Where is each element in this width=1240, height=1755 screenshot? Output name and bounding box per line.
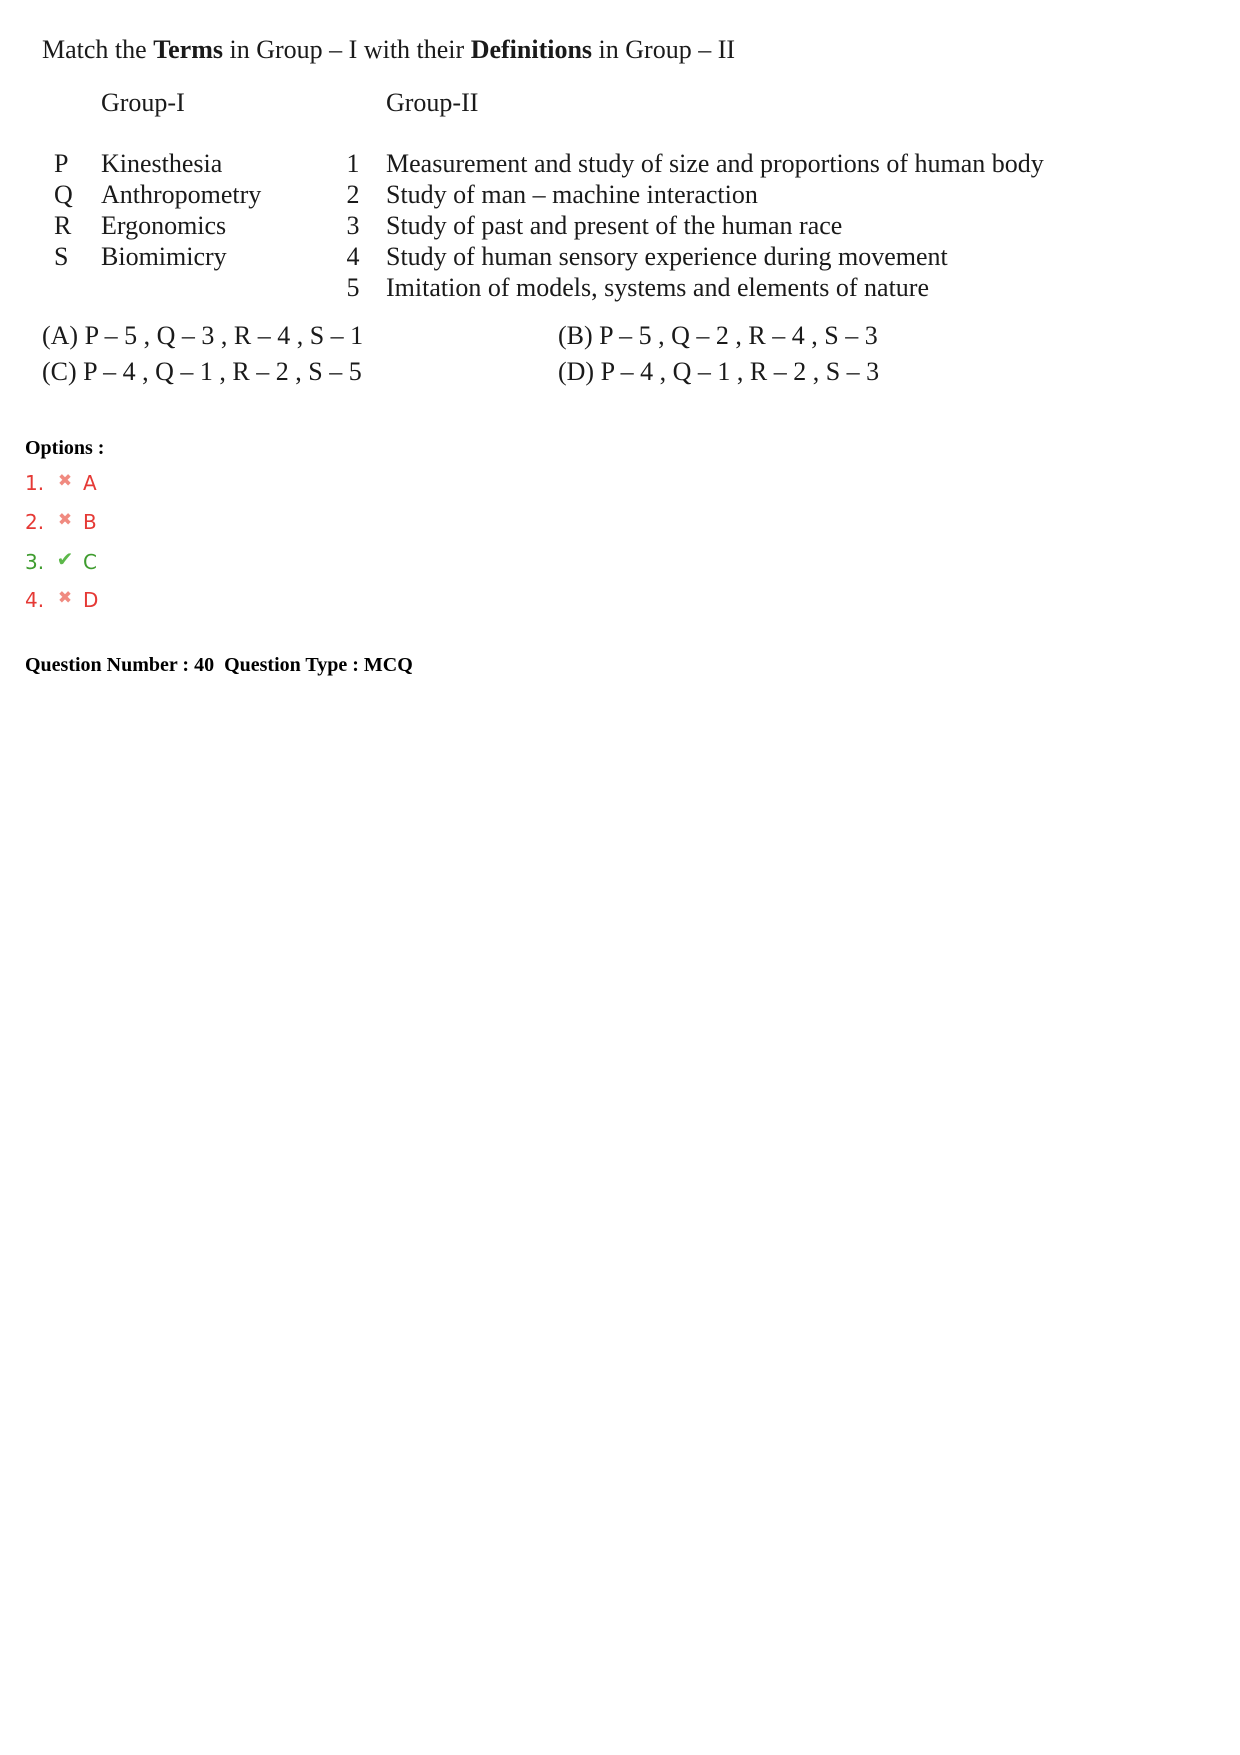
question-stem: [42, 28, 1082, 72]
definition-text: Study of human sensory experience during movement: [386, 242, 948, 271]
stem-text-2: in Group – I with their: [223, 35, 471, 64]
choice-b: (B) P – 5 , Q – 2 , R – 4 , S – 3: [558, 321, 878, 350]
cross-icon: ✖: [57, 510, 73, 530]
question-info: [25, 654, 413, 677]
option-number: 3.: [25, 550, 45, 574]
option-letter: A: [83, 471, 97, 495]
options-label: Options :: [25, 437, 105, 459]
cross-icon: ✖: [57, 471, 73, 491]
term-letter: Q: [54, 180, 73, 209]
term-letter: S: [54, 242, 69, 271]
option-number: 2.: [25, 510, 45, 534]
group-1-header: Group-I: [101, 88, 185, 117]
choice-a: (A) P – 5 , Q – 3 , R – 4 , S – 1: [42, 321, 364, 350]
option-number: 4.: [25, 588, 45, 612]
options-list: [25, 466, 98, 622]
group-headers: [42, 88, 1082, 128]
stem-bold-definitions: Definitions: [470, 35, 593, 64]
check-icon: ✔: [56, 547, 74, 571]
term-letter: R: [54, 211, 72, 240]
definition-number: 1: [346, 149, 360, 178]
term-name: Ergonomics: [101, 211, 227, 240]
definition-number: 2: [346, 180, 360, 209]
match-row: [42, 148, 1082, 179]
option-4: [25, 583, 98, 622]
match-row: [42, 241, 1082, 272]
definition-text: Imitation of models, systems and elements of nature: [386, 273, 929, 302]
question-number: Question Number : 40: [25, 654, 215, 676]
option-1: [25, 466, 98, 505]
group-2-header: Group-II: [386, 88, 479, 117]
definition-text: Study of man – machine interaction: [386, 180, 758, 209]
option-3: [25, 544, 98, 583]
term-name: Anthropometry: [101, 180, 262, 209]
definition-text: Study of past and present of the human race: [386, 211, 843, 240]
term-letter: P: [54, 149, 69, 178]
question-type: Question Type : MCQ: [224, 654, 413, 676]
stem-text-1: Match the: [42, 35, 154, 64]
match-table: [42, 148, 1082, 303]
term-name: Biomimicry: [101, 242, 227, 271]
term-name: Kinesthesia: [101, 149, 223, 178]
definition-number: 5: [346, 273, 360, 302]
option-2: [25, 505, 98, 544]
option-letter: B: [83, 510, 97, 534]
stem-text-3: in Group – II: [592, 35, 736, 64]
match-row: [42, 179, 1082, 210]
stem-bold-terms: Terms: [153, 35, 223, 64]
definition-text: Measurement and study of size and proportions of human body: [386, 149, 1044, 178]
definition-number: 4: [346, 242, 360, 271]
cross-icon: ✖: [57, 588, 73, 608]
match-row: [42, 210, 1082, 241]
definition-number: 3: [346, 211, 360, 240]
choice-c: (C) P – 4 , Q – 1 , R – 2 , S – 5: [42, 357, 362, 386]
answer-choices: [42, 319, 1082, 391]
option-letter: D: [83, 588, 99, 612]
option-letter: C: [83, 550, 97, 574]
question-content: [42, 28, 1082, 391]
match-row: [42, 272, 1082, 303]
option-number: 1.: [25, 471, 45, 495]
choice-d: (D) P – 4 , Q – 1 , R – 2 , S – 3: [558, 357, 880, 386]
